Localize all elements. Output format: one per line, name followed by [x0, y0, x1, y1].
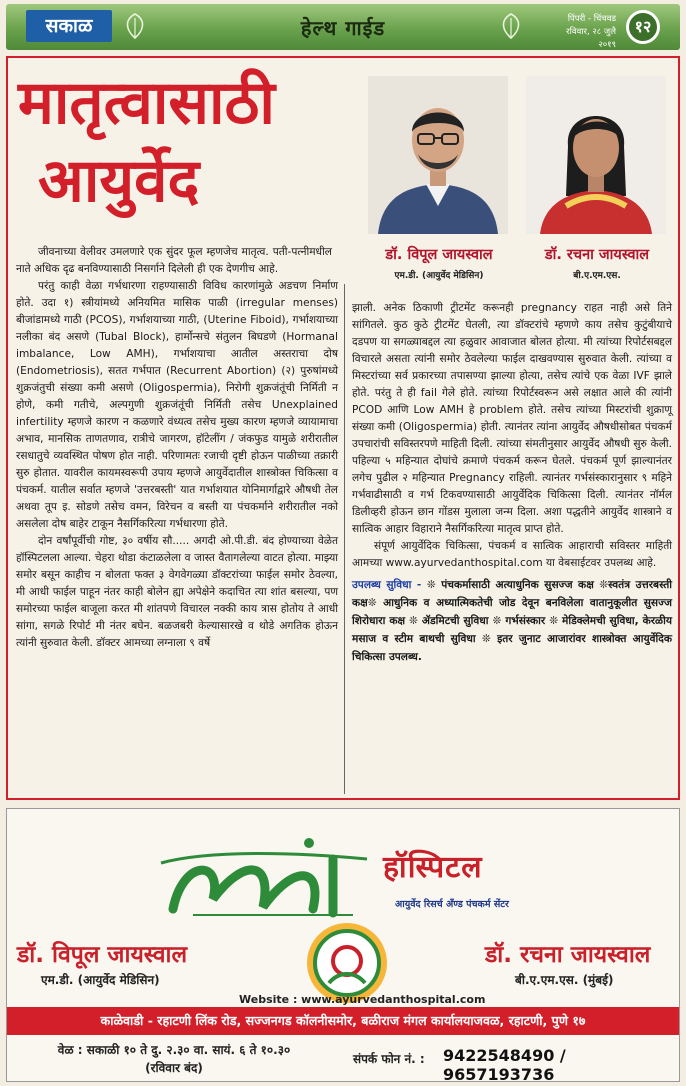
facilities-block — [352, 576, 672, 666]
headline-line2: आयुर्वेद — [38, 146, 200, 216]
doctor1-degree: एम.डी. (आयुर्वेद मेडिसिन) — [394, 271, 484, 281]
headline — [18, 64, 378, 220]
ad-timings: वेळ : सकाळी १० ते दु. २.३० वा. सायं. ६ ते १०.३० — [57, 1043, 291, 1057]
ad-closed-day: (रविवार बंद) — [145, 1061, 203, 1075]
article-column-1 — [16, 244, 338, 652]
ad-doctor2-name: डॉ. रचना जायस्वाल — [485, 942, 651, 968]
facilities-text: ❊ पंचकर्मासाठी अत्याधुनिक सुसज्ज कक्ष ❊स्वतंत्र उत्तरबस्ती कक्ष❊ आधुनिक व अध्यात्मिकतेची जोड देवून बनविलेला वातानुकूलीत सुसज्ज शिरोधारा कक्ष ❊ ॲडमिटची सुविधा ❊ गर्भसंस्कार ❊ मेडिक्लेमची सुविधा, केरळीय मसाज व स्टीम बाथची सुविधा ❊ इतर जुनाट आजारांवर शास्त्रोक्त आयुर्वेदिक चिकित्सा उपलब्ध. — [352, 579, 672, 663]
case-paragraph: दोन वर्षांपूर्वीची गोष्ट, ३० वर्षीय सौ..... अगदी ओ.पी.डी. बंद होण्याच्या वेळेत हॉस्पिटलला आल्या. चेहरा थोडा कंटाळलेला व जास्त वैतागलेल्या वाटत होत्या. माझ्या समोर बसून काहीच न बोलता फक्त ३ वेगवेगळ्या डॉक्टरांच्या फाईल समोर ठेवल्या, मी आधी फाईल पाहून नंतर काही बोलेन ह्या अपेक्षेने कदाचित त्या शांत बसल्या, पण समोरच्या फाईल बाजूला करत मी शांतपणे विचारल नक्की काय त्रास होतोय ते आधी सांगा, सगळे रिपोर्ट मी नंतर बघेन. बळजबरी केल्यासारखे व थोडे अगतिक होऊन त्यांनी सुरुवात केली. डॉक्टर आमच्या लग्नाला ९ वर्षे — [16, 535, 338, 649]
edition-city: पिंपरी - चिंचवड — [567, 14, 616, 24]
ad-doctor1-degree: एम.डी. (आयुर्वेद मेडिसिन) — [41, 973, 160, 987]
column-divider — [344, 284, 345, 794]
page-number: १२ — [626, 10, 660, 44]
causes-paragraph: परंतु काही वेळा गर्भधारणा राहण्यासाठी विविध कारणांमुळे अडचण निर्माण होते. उदा १) स्त्रीयांमध्ये अनियमित मासिक पाळी (irregular menses) बीजांडामध्ये गाठी (PCOS), गर्भाशयाच्या गाठी, (Uterine Fiboid), गर्भाशयाच्या नलीका बंद असणे (Tubal Block), हार्मोन्सचे संतुलन बिघडणे (Hormanal imbalance, Low AMH), गर्भाशयाचा आतील अस्तराचा दोष (Endometriosis), सतत गर्भपात (Recurrent Abortion) (२) पुरुषांमध्ये शुक्रजंतुची संख्या कमी असणे (Oligospermia), निरोगी शुक्रजंतूंची निर्मिती न होणे, कमी गतीचे, अल्पगुणी शुक्रजंतूंची निर्मिती तसेच Unexplained infertility म्हणजे कारण न कळणारे वंध्यत्व तसेच मुख्य कारण म्हणजे व्यायामाचा अभाव, मानसिक ताणतणाव, रात्रीचे जागरण, हॉटेलींग / जंकफुड यामुळे शरीरातील रसधातुचे व्यवस्थित पोषण होत नाही. परिणामतः रजाची दृष्टी होऊन पाळीच्या तक्रारी सुरु होतात. यावरील कायमस्वरूपी उपाय म्हणजे आयुर्वेदातील शास्त्रोक्त चिकित्सा व पंचकर्म. यातील सर्वात म्हणजे 'उत्तरबस्ती' यात गर्भाशयात योनिमार्गाद्वारे औषधी तेल अथवा तूप इ. सोडणे तसेच वमन, विरेचन व बस्ती या पंचकर्माने शरीरातील नको असलेला दोष बाहेर टाकून नैसर्गिकरित्या गर्भधारणा होते. — [16, 280, 338, 530]
article — [6, 56, 680, 800]
hospital-advertisement — [6, 808, 680, 1082]
vedant-logo — [153, 829, 371, 919]
ad-address: काळेवाडी - रहाटणी लिंक रोड, सज्जनगड कॉलनीसमोर, बळीराज मंगल कार्यालयाजवळ, रहाटणी, पुणे १७ — [7, 1007, 679, 1035]
ad-phone-numbers: 9422548490 / 9657193736 — [443, 1046, 566, 1084]
facilities-label: उपलब्ध सुविधा - — [352, 579, 422, 591]
case-continued-paragraph: झाली. अनेक ठिकाणी ट्रीटमेंट करूनही pregnancy राहत नाही असे तिने सांगितले. कुठ कुठे ट्रीटमेंट घेतली, त्या डॉक्टरांचे म्हणणे काय तसेच कुटुंबीयाचे दडपण या सगळ्याबद्दल त्या हळुवार आवाजात बोलत होत्या. मी त्यांच्या रिपोर्टसबद्दल विचारले असता त्यांनी समोर ठेवलेल्या फाईल दाखवण्यास सुरुवात केली. त्यांच्या व मिस्टरांच्या सर्व प्रकारच्या तपासण्या झाल्या होत्या, तसेच त्यांचे एक वेळा IVF झाले होते. परंतु ते ही fail गेले होते. त्यांच्या रिपोर्टस्वरून असे लक्षात आले की त्यांनी PCOD आणि Low AMH हे problem होते. तसेच त्यांच्या मिस्टरांची शुक्राणू संख्या कमी (Oligospermia) होती. त्यानंतर त्यांना आयुर्वेद औषधीसोबत पंचकर्म उपचारांची सविस्तरपणे माहिती दिली. त्यांच्या संमतीनुसार आयुर्वेद औषधी सुरु केली. पहिल्या ५ महिन्यात दोघांचे क्रमाणे पंचकर्म करून घेतले. पंचकर्म पूर्ण झाल्यानंतर लगेच पुढील २ महिन्यात Pregnancy राहिली. त्यानंतर गर्भसंस्कारानुसार ९ महिने गर्भवाढीसाठी व गर्भ टिकवण्यासाठी आयुर्वेदिक चिकित्सा दिली. त्यानंतर नॉर्मल डिलीव्हरी होऊन छान गोंडस मुलाला जन्म दिला. अशा पद्धतीने आयुर्वेद शास्त्राने व सात्विक आहार विहाराने नैसर्गिकरित्या मातृत्व प्राप्त होते. — [352, 302, 672, 535]
ad-website: Website : www.ayurvedanthospital.com — [239, 993, 486, 1006]
ad-doctor1-name: डॉ. विपूल जायस्वाल — [17, 942, 188, 968]
intro-paragraph: जीवनाच्या वेलीवर उमलणारे एक सुंदर फूल म्हणजेच मातृत्व. पती-पत्नीमधील नाते अधिक दृढ बनविण्यासाठी निसर्गाने दिलेली ही एक देणगीच आहे. — [16, 246, 332, 275]
doctor-photo-male — [368, 76, 508, 234]
doctor2-name: डॉ. रचना जायस्वाल — [544, 247, 650, 263]
doctor-photo-female — [526, 76, 666, 234]
section-title: हेल्थ गाईड — [300, 16, 386, 40]
sakal-logo: सकाळ — [26, 10, 112, 42]
article-column-2 — [352, 300, 672, 666]
edition-date — [554, 13, 616, 52]
headline-line1: मातृत्वासाठी — [18, 68, 275, 138]
website-paragraph: संपूर्ण आयुर्वेदिक चिकित्सा, पंचकर्म व सात्विक आहाराची सविस्तर माहिती आमच्या www.ayurvedanthospital.com या वेबसाईटवर उपलब्ध आहे. — [352, 540, 672, 569]
hospital-subtitle: आयुर्वेद रिसर्च अँण्ड पंचकर्म सेंटर — [395, 899, 509, 910]
ad-hours — [19, 1041, 329, 1077]
masthead — [6, 4, 680, 50]
ad-phone-label: संपर्क फोन नं. : — [353, 1052, 425, 1066]
doctor1-name: डॉ. विपूल जायस्वाल — [385, 247, 493, 263]
leaf-icon — [496, 12, 526, 40]
ad-doctor2-degree: बी.ए.एम.एस. (मुंबई) — [515, 973, 614, 987]
hospital-title: हॉस्पिटल — [383, 850, 483, 885]
edition-day: रविवार, २८ जुलै २०१९ — [566, 27, 616, 50]
doctor2-degree: बी.ए.एम.एस. — [573, 271, 621, 281]
